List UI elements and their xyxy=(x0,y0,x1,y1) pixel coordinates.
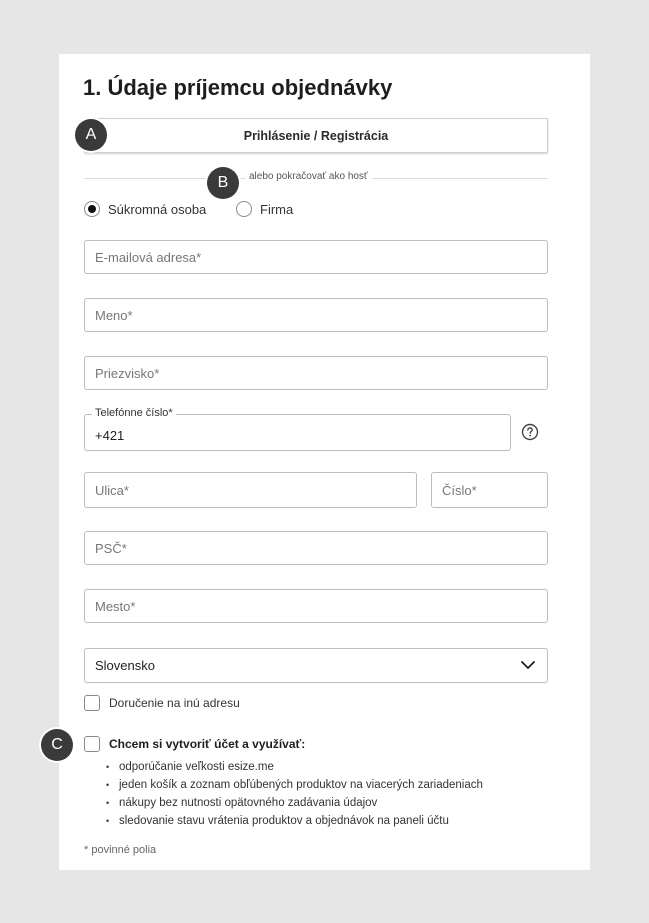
list-item: • nákupy bez nutnosti opätovného zadávania údajov xyxy=(106,794,483,812)
login-register-button[interactable]: Prihlásenie / Registrácia xyxy=(84,118,548,153)
annotation-marker-a: A xyxy=(75,119,107,151)
help-icon[interactable] xyxy=(521,423,539,441)
annotation-marker-c: C xyxy=(41,729,73,761)
other-address-checkbox-row[interactable] xyxy=(84,695,240,711)
first-name-field[interactable] xyxy=(84,298,548,332)
radio-private-person-label: Súkromná osoba xyxy=(108,201,207,217)
radio-selected-icon[interactable] xyxy=(84,201,100,217)
phone-input[interactable] xyxy=(85,415,510,450)
email-input[interactable] xyxy=(85,241,547,273)
order-recipient-form xyxy=(59,54,590,870)
list-item: • odporúčanie veľkosti esize.me xyxy=(106,758,483,776)
phone-field[interactable] xyxy=(84,407,511,451)
house-number-input[interactable] xyxy=(432,473,547,507)
create-account-checkbox[interactable] xyxy=(84,736,100,752)
account-benefits-list xyxy=(106,758,483,830)
list-item: • sledovanie stavu vrátenia produktov a objednávok na paneli účtu xyxy=(106,812,483,830)
first-name-input[interactable] xyxy=(85,299,547,331)
other-address-checkbox[interactable] xyxy=(84,695,100,711)
city-input[interactable] xyxy=(85,590,547,622)
street-field[interactable] xyxy=(84,472,417,508)
last-name-input[interactable] xyxy=(85,357,547,389)
zip-input[interactable] xyxy=(85,532,547,564)
radio-unselected-icon[interactable] xyxy=(236,201,252,217)
list-item: • jeden košík a zoznam obľúbených produktov na viacerých zariadeniach xyxy=(106,776,483,794)
phone-label: Telefónne číslo* xyxy=(92,407,176,419)
chevron-down-icon xyxy=(521,660,535,670)
radio-company-label: Firma xyxy=(260,201,294,217)
guest-divider-text: alebo pokračovať ako hosť xyxy=(245,171,372,182)
annotation-marker-b: B xyxy=(207,167,239,199)
create-account-checkbox-row[interactable] xyxy=(84,736,305,752)
radio-private-person[interactable] xyxy=(84,201,206,217)
email-field[interactable] xyxy=(84,240,548,274)
house-number-field[interactable] xyxy=(431,472,548,508)
page-title: 1. Údaje príjemcu objednávky xyxy=(83,75,393,100)
country-select[interactable] xyxy=(84,648,548,683)
zip-field[interactable] xyxy=(84,531,548,565)
required-fields-note: * povinné polia xyxy=(84,844,157,856)
street-input[interactable] xyxy=(85,473,416,507)
create-account-label: Chcem si vytvoriť účet a využívať: xyxy=(109,737,306,751)
city-field[interactable] xyxy=(84,589,548,623)
last-name-field[interactable] xyxy=(84,356,548,390)
country-select-value: Slovensko xyxy=(95,658,155,673)
radio-company[interactable] xyxy=(236,201,293,217)
other-address-label: Doručenie na inú adresu xyxy=(109,696,240,710)
